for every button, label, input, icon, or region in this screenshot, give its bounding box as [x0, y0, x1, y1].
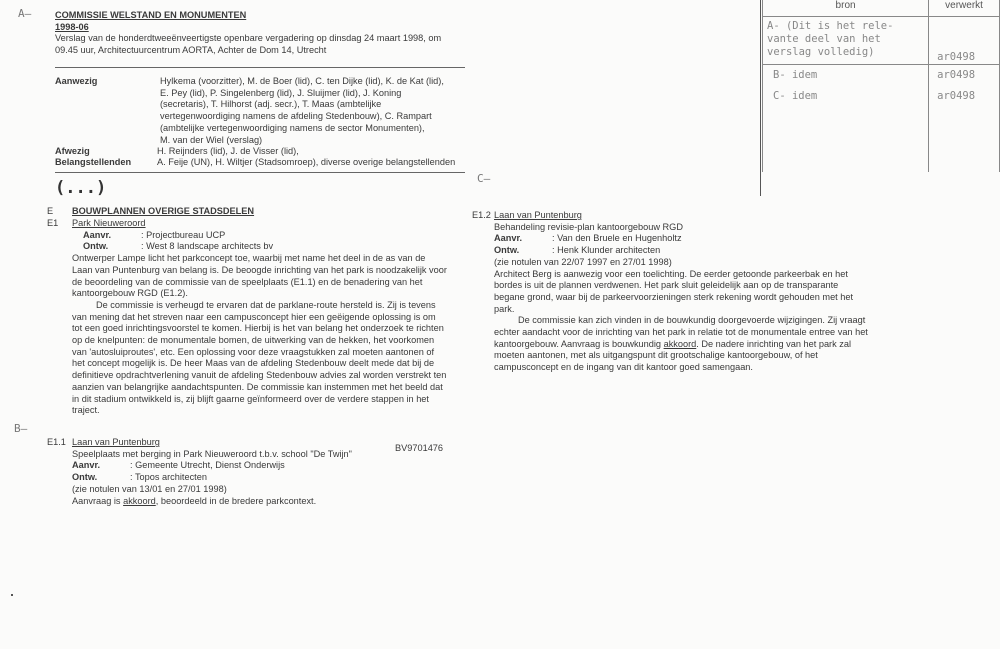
margin-mark-b: B– — [14, 422, 28, 435]
present-line: (ambtelijke vertegenwoordiging namens de sector Monumenten), — [160, 122, 425, 133]
intro-line: Verslag van de honderdtweeënveertigste openbare vergadering op dinsdag 24 maart 1998, om — [55, 33, 442, 44]
body-line: definitieve opdrachtverlening vanuit de afdeling Stedenbouw advies zal worden verstrekt ten — [72, 370, 447, 381]
body-line: Laan van Puntenburg van belang is. De beoogde inrichting van het park is noodzakelijk voor — [72, 264, 447, 275]
body-line: op de knelpunten: de monumentale bomen, de uitwerking van de hekken, het voorkomen — [72, 335, 435, 346]
aanvr-label: Aanvr. — [72, 460, 101, 471]
section-title: BOUWPLANNEN OVERIGE STADSDELEN — [72, 206, 255, 216]
aanvr-label: Aanvr. — [494, 233, 523, 244]
body-line: begane grond, waar bij de parkeervoorzieningen sterk rekening wordt gehouden met het — [494, 291, 854, 302]
present-line: vertegenwoordiging namens de afdeling Stedenbouw), C. Rampart — [160, 111, 432, 122]
document-header — [55, 10, 441, 57]
aanvr-value: : Van den Bruele en Hugenholtz — [552, 233, 682, 244]
verdict-line: Aanvraag is akkoord, beoordeeld in de bredere parkcontext. — [72, 495, 317, 506]
present-line: M. van der Wiel (verslag) — [160, 134, 263, 145]
verwerkt-cell: ar0498 — [929, 17, 1000, 65]
present-label: Aanwezig — [55, 76, 98, 86]
verwerkt-cell: ar0498 — [929, 65, 1000, 87]
ontw-value: : West 8 landscape architects bv — [141, 241, 274, 252]
body-line: van mening dat het streven naar een campusconcept hier een geëigende oplossing is om — [72, 311, 436, 322]
body-line: traject. — [72, 405, 100, 416]
divider — [55, 172, 465, 173]
item-e1-2 — [494, 210, 868, 374]
table-row — [763, 86, 1000, 172]
verdict-akkoord: akkoord — [663, 338, 697, 349]
item-title: Laan van Puntenburg — [72, 437, 160, 447]
margin-rule — [760, 0, 761, 196]
intro-line: 09.45 uur, Architectuurcentrum AORTA, Achter de Dom 14, Utrecht — [55, 45, 327, 56]
divider — [55, 67, 465, 68]
aanvr-value: : Projectbureau UCP — [141, 229, 226, 240]
ontw-label: Ontw. — [494, 245, 520, 256]
scan-speck — [11, 594, 13, 596]
section-code: E — [47, 206, 54, 216]
item-title: Park Nieuweroord — [72, 218, 146, 228]
ontw-value: : Henk Klunder architecten — [552, 245, 661, 256]
bron-cell: B- idem — [763, 65, 929, 87]
header-bron: bron — [763, 0, 929, 17]
table-row — [763, 65, 1000, 87]
committee-title: COMMISSIE WELSTAND EN MONUMENTEN — [55, 10, 247, 20]
body-line: moeten aantonen, met als uitgangspunt dit grootschalige kantoorgebouw, of het — [494, 350, 818, 361]
body-line: kantoorgebouw. Aanvraag is bouwkundig akkoord. De nadere inrichting van het park zal — [494, 338, 852, 349]
note: (zie notulen van 22/07 1997 en 27/01 1998) — [494, 256, 672, 267]
body-line: van 'autosluiproutes', etc. Een oplossing voor deze vraagstukken zal moeten aantonen of — [72, 346, 435, 357]
present-line: E. Pey (lid), P. Singelenberg (lid), J. Sluijmer (lid), J. Koning — [160, 87, 402, 98]
ontw-value: : Topos architecten — [130, 472, 207, 483]
aanvr-label: Aanvr. — [83, 229, 112, 240]
margin-mark-c: C– — [477, 172, 491, 185]
aanvr-value: : Gemeente Utrecht, Dienst Onderwijs — [130, 460, 285, 471]
item-code: E1.2 — [472, 210, 491, 220]
item-subtitle: Behandeling revisie-plan kantoorgebouw RGD — [494, 221, 683, 232]
table-row — [763, 17, 1000, 65]
item-code: E1 — [47, 218, 59, 228]
absent-list: H. Reijnders (lid), J. de Visser (lid), — [157, 146, 299, 156]
interested-label: Belangstellenden — [55, 157, 132, 167]
margin-mark-a: A– — [18, 7, 32, 20]
reference-number: BV9701476 — [395, 443, 444, 453]
ontw-label: Ontw. — [72, 472, 98, 483]
body-line: bordes is uit de plannen verdwenen. Het park sluit geleidelijk aan op de transparante — [494, 280, 839, 291]
body-line: het concept mogelijk is. De heer Maas van de afdeling Stedenbouw deelt mede dat bij de — [72, 358, 435, 369]
item-code: E1.1 — [47, 437, 66, 447]
body-line: De commissie kan zich vinden in de bouwkundig doorgevoerde wijzigingen. Zij vraagt — [518, 315, 866, 326]
present-list — [160, 76, 444, 146]
ontw-label: Ontw. — [83, 241, 109, 252]
header-verwerkt: verwerkt — [929, 0, 1000, 17]
meeting-number: 1998-06 — [55, 21, 89, 32]
present-line: (secretaris), T. Hilhorst (adj. secr.), T. Maas (ambtelijke — [160, 99, 382, 110]
body-line: kantoorgebouw RGD (E1.2). — [72, 288, 188, 299]
body-line: park. — [494, 303, 515, 314]
item-title: Laan van Puntenburg — [494, 210, 582, 220]
absent-label: Afwezig — [55, 146, 90, 156]
body-line: in dit stadium ontwikkeld is, zij blijft gaarne geïnformeerd over de verdere stappen in het — [72, 393, 429, 404]
body-line: De commissie is verheugd te ervaren dat de parklane-route hersteld is. Zij is tevens — [96, 299, 436, 310]
body-line: campusconcept en de ingang van dit kantoor goed samengaan. — [494, 362, 753, 373]
body-line: tot een goed inrichtingsvoorstel te komen. Hierbij is het van belang het onderzoek te richten — [72, 323, 444, 334]
body-line: Architect Berg is aanwezig voor een toelichting. De eerder getoonde parkeerbak en het — [494, 268, 848, 279]
source-table — [762, 0, 1000, 172]
verwerkt-cell: ar0498 — [929, 86, 1000, 172]
bron-cell: A- (Dit is het rele- vante deel van het verslag volledig) — [763, 17, 929, 65]
body-line: Ontwerper Lampe licht het parkconcept toe, waarbij met name het deel in de as van de — [72, 253, 426, 264]
body-line: aanzien van belangrijke aandachtspunten. De commissie kan instemmen met het beeld dat — [72, 381, 443, 392]
interested-list: A. Feije (UN), H. Wiltjer (Stadsomroep), diverse overige belangstellenden — [157, 157, 456, 167]
item-e1 — [72, 218, 447, 417]
bron-cell: C- idem — [763, 86, 929, 172]
omission-mark: (...) — [55, 178, 107, 198]
verdict-akkoord: akkoord — [123, 495, 156, 506]
note: (zie notulen van 13/01 en 27/01 1998) — [72, 483, 227, 494]
body-line: de beoordeling van de commissie van de speelplaats (E1.1) en de benadering van het — [72, 276, 423, 287]
present-line: Hylkema (voorzitter), M. de Boer (lid), C. ten Dijke (lid), K. de Kat (lid), — [160, 76, 444, 86]
body-line: echter aandacht voor de inrichting van het park in relatie tot de monumentale entree van het — [494, 327, 868, 338]
item-e1-1 — [72, 437, 352, 507]
item-subtitle: Speelplaats met berging in Park Nieuweroord t.b.v. school "De Twijn" — [72, 448, 352, 459]
